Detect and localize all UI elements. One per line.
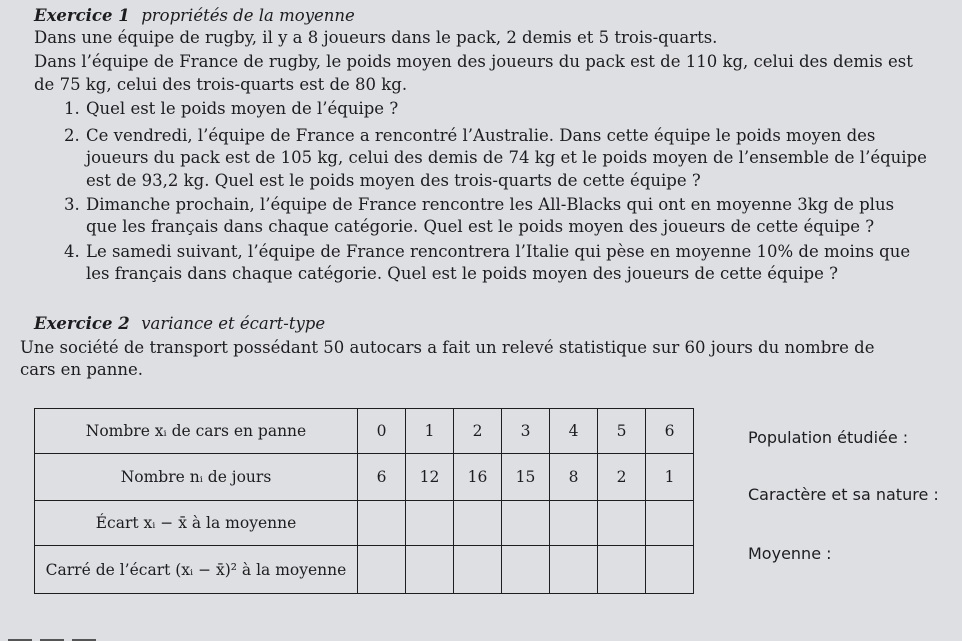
row-header: Carré de l’écart (xᵢ − x̄)² à la moyenne xyxy=(35,546,358,594)
question-text: Dimanche prochain, l’équipe de France rencontre les All-Blacks qui ont en moyenne 3kg de plus xyxy=(86,195,895,214)
question-text: que les français dans chaque catégorie. Quel est le poids moyen des joueurs de cette équipe ? xyxy=(86,217,875,236)
table-cell: 2 xyxy=(454,409,502,454)
question-3 xyxy=(64,195,894,215)
population-label: Population étudiée : xyxy=(748,428,909,447)
moyenne-label: Moyenne : xyxy=(748,544,832,563)
table-cell[interactable] xyxy=(406,546,454,594)
question-number: 4. xyxy=(64,242,80,261)
table-cell: 3 xyxy=(502,409,550,454)
table-row xyxy=(35,546,694,594)
table-cell[interactable] xyxy=(646,546,694,594)
table-cell[interactable] xyxy=(550,501,598,546)
cut-off-text-fragment xyxy=(8,622,188,636)
table-cell[interactable] xyxy=(454,546,502,594)
statistics-table xyxy=(34,408,694,594)
question-text: joueurs du pack est de 105 kg, celui des demis de 74 kg et le poids moyen de l’ensemble de l’équipe xyxy=(86,148,927,167)
table-cell[interactable] xyxy=(502,546,550,594)
question-number: 2. xyxy=(64,126,80,145)
table-cell[interactable] xyxy=(646,501,694,546)
table-row xyxy=(35,501,694,546)
table-cell[interactable] xyxy=(358,501,406,546)
row-header: Nombre nᵢ de jours xyxy=(35,454,358,501)
question-text: Le samedi suivant, l’équipe de France rencontrera l’Italie qui pèse en moyenne 10% de moins que xyxy=(86,242,911,261)
exercise2-intro-line: Une société de transport possédant 50 autocars a fait un relevé statistique sur 60 jours du nombre de xyxy=(20,338,875,357)
table-cell: 15 xyxy=(502,454,550,501)
row-header: Nombre xᵢ de cars en panne xyxy=(35,409,358,454)
question-text: les français dans chaque catégorie. Quel est le poids moyen des joueurs de cette équipe ? xyxy=(86,264,838,283)
table-cell: 4 xyxy=(550,409,598,454)
exercise1-intro-line: Dans l’équipe de France de rugby, le poids moyen des joueurs du pack est de 110 kg, celui des demis est xyxy=(34,52,913,71)
table-cell: 0 xyxy=(358,409,406,454)
exercise1-intro-line: de 75 kg, celui des trois-quarts est de 80 kg. xyxy=(34,75,408,94)
table-cell: 2 xyxy=(598,454,646,501)
table-cell: 1 xyxy=(646,454,694,501)
exercise1-title xyxy=(34,6,355,26)
row-header: Écart xᵢ − x̄ à la moyenne xyxy=(35,501,358,546)
exercise1-label: Exercice 1 xyxy=(34,6,130,25)
table-cell: 8 xyxy=(550,454,598,501)
table-row xyxy=(35,454,694,501)
table-cell: 1 xyxy=(406,409,454,454)
table-row xyxy=(35,409,694,454)
table-cell: 6 xyxy=(358,454,406,501)
table-cell[interactable] xyxy=(358,546,406,594)
table-cell: 6 xyxy=(646,409,694,454)
question-1 xyxy=(64,99,398,119)
exercise1-intro-line: Dans une équipe de rugby, il y a 8 joueurs dans le pack, 2 demis et 5 trois-quarts. xyxy=(34,28,718,47)
question-number: 3. xyxy=(64,195,80,214)
table-cell: 16 xyxy=(454,454,502,501)
caractere-label: Caractère et sa nature : xyxy=(748,485,939,504)
exercise1-subtitle: propriétés de la moyenne xyxy=(141,6,355,25)
exercise2-title xyxy=(34,314,325,334)
table-cell: 12 xyxy=(406,454,454,501)
table-cell: 5 xyxy=(598,409,646,454)
exercise2-intro-line: cars en panne. xyxy=(20,360,143,379)
table-cell[interactable] xyxy=(598,501,646,546)
question-2 xyxy=(64,126,875,146)
table-cell[interactable] xyxy=(406,501,454,546)
table-cell[interactable] xyxy=(502,501,550,546)
question-text: Quel est le poids moyen de l’équipe ? xyxy=(86,99,399,118)
table-cell[interactable] xyxy=(598,546,646,594)
exercise2-label: Exercice 2 xyxy=(34,314,130,333)
exercise2-subtitle: variance et écart-type xyxy=(141,314,326,333)
table-cell[interactable] xyxy=(550,546,598,594)
question-text: Ce vendredi, l’équipe de France a rencontré l’Australie. Dans cette équipe le poids moyen des xyxy=(86,126,876,145)
table-cell[interactable] xyxy=(454,501,502,546)
question-text: est de 93,2 kg. Quel est le poids moyen des trois-quarts de cette équipe ? xyxy=(86,171,701,190)
question-number: 1. xyxy=(64,99,80,118)
question-4 xyxy=(64,242,910,262)
